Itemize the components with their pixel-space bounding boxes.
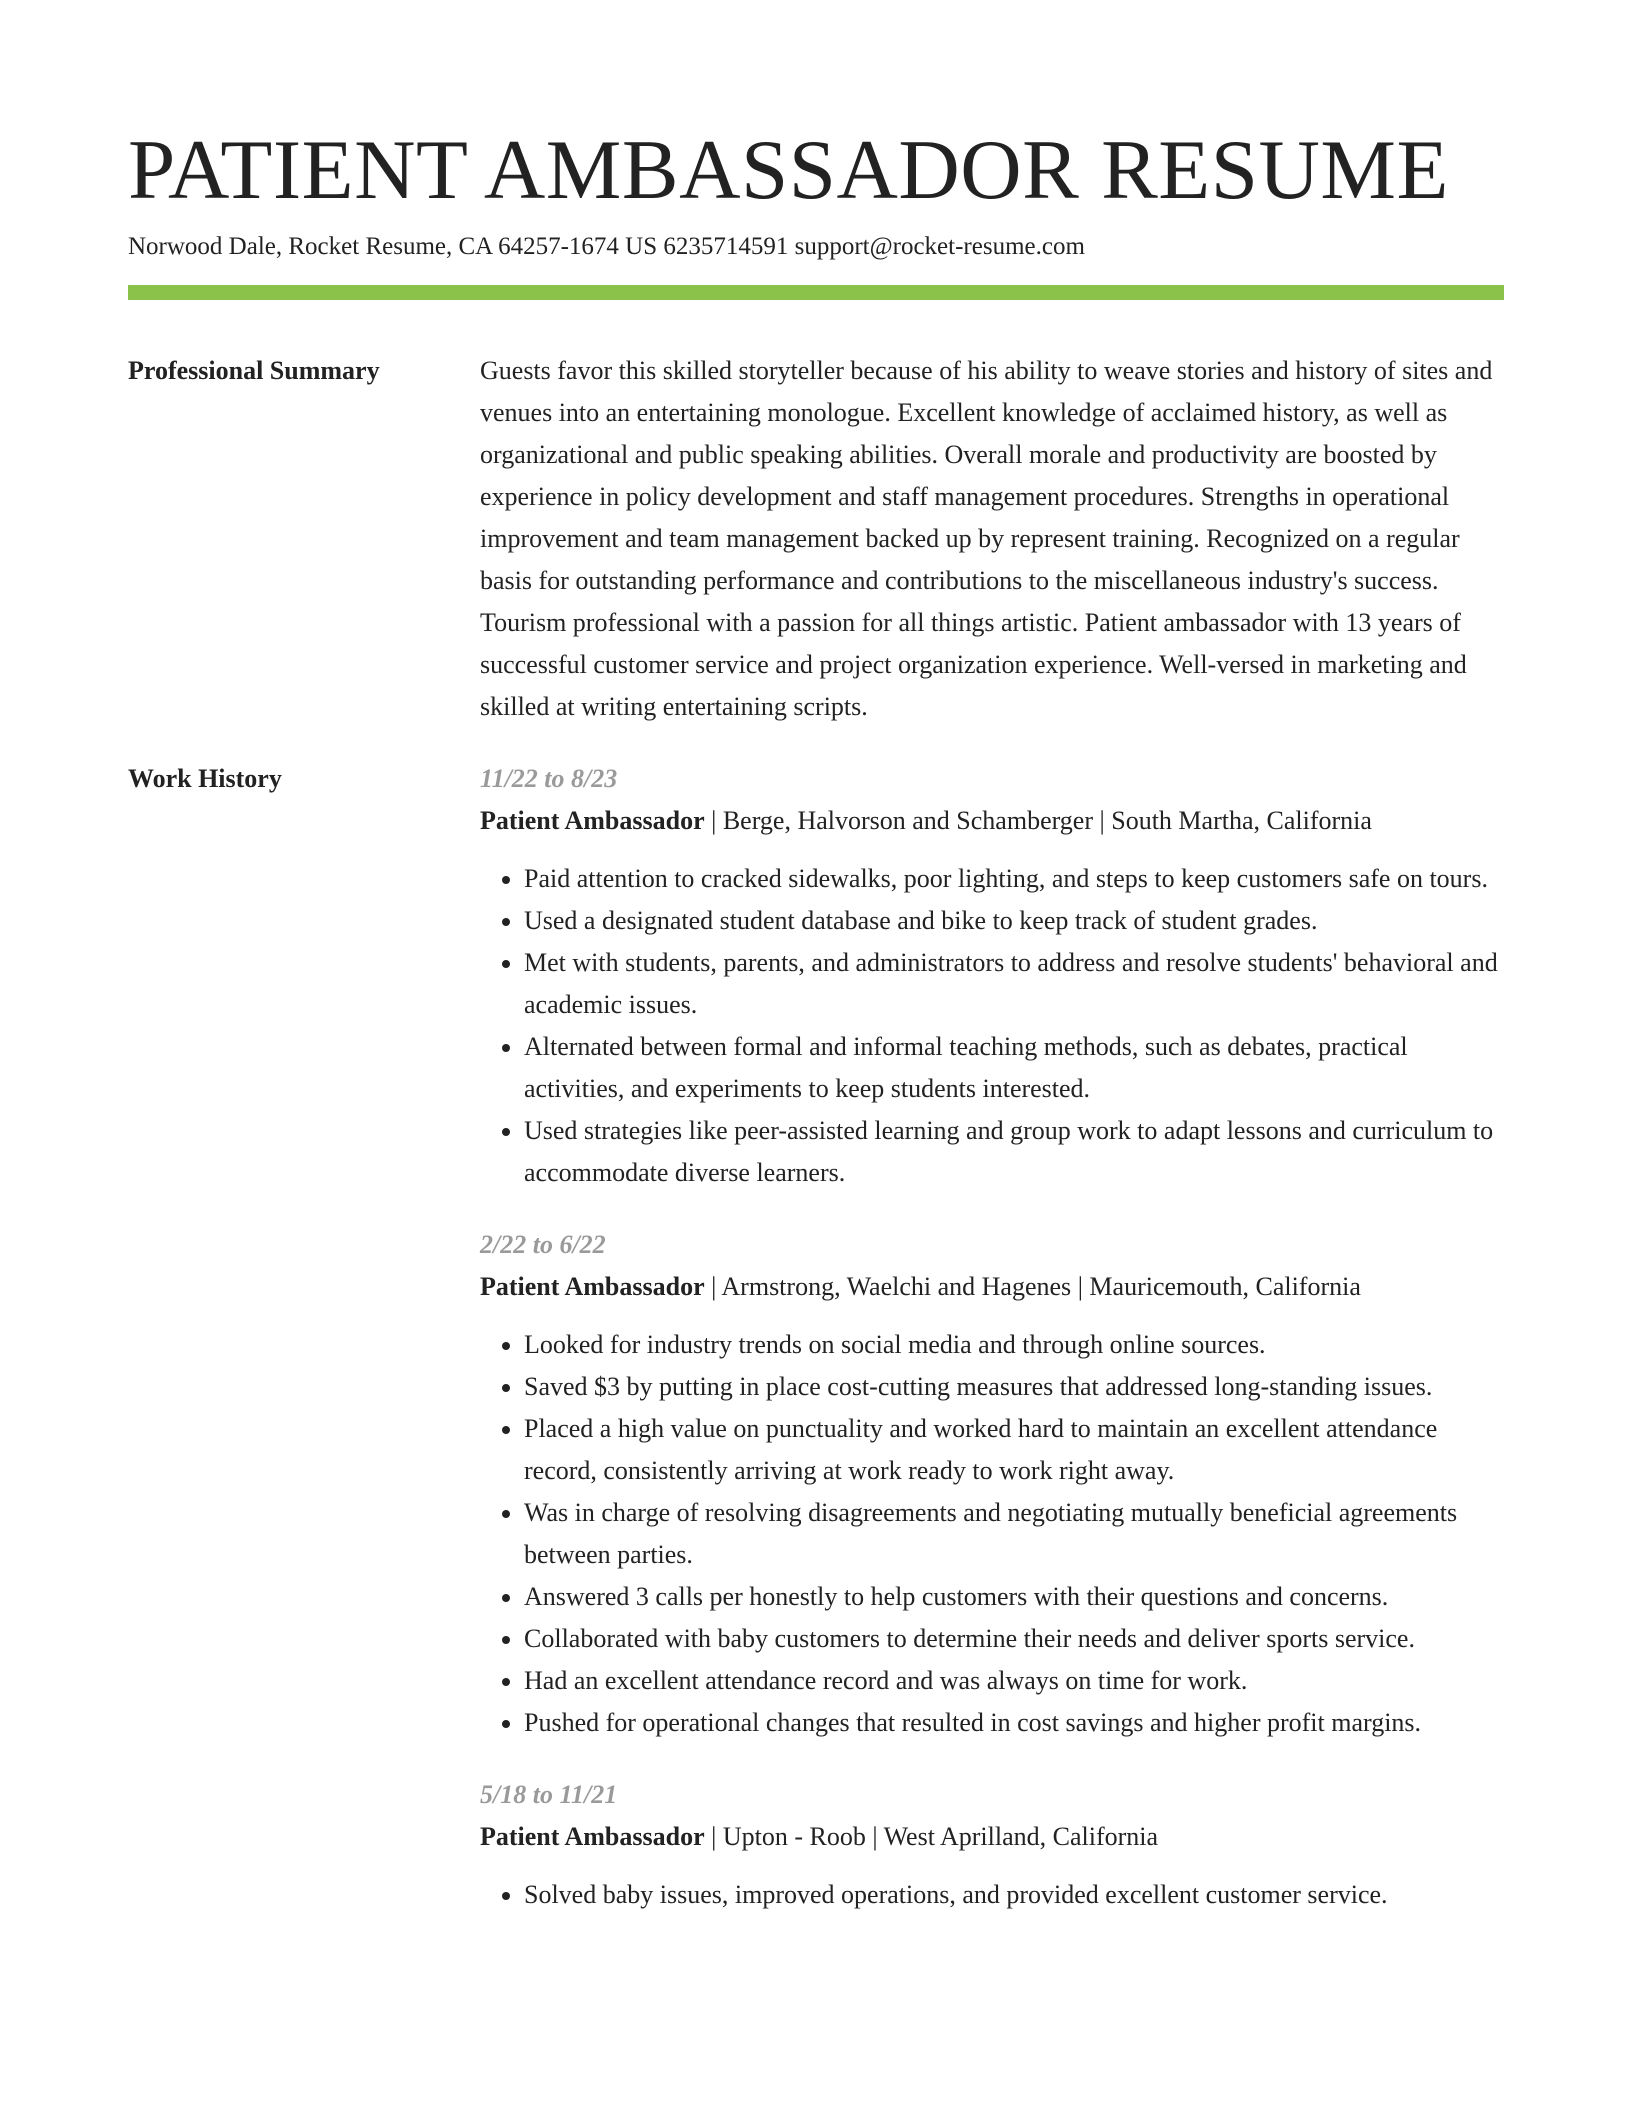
resume-title: PATIENT AMBASSADOR RESUME <box>128 123 1449 217</box>
job-entry <box>480 1774 1504 1916</box>
section-label-work-history: Work History <box>128 764 282 793</box>
job-separator: | <box>704 806 723 835</box>
job-bullet-item: • Met with students, parents, and administrators to address and resolve students' behavioral and academic issues. <box>524 942 1504 1026</box>
job-bullet-item: • Solved baby issues, improved operations, and provided excellent customer service. <box>524 1874 1504 1916</box>
job-bullet-item: • Placed a high value on punctuality and worked hard to maintain an excellent attendance record, consistently arriving at work ready to work right away. <box>524 1408 1504 1492</box>
job-bullet-item: • Collaborated with baby customers to determine their needs and deliver sports service. <box>524 1618 1504 1660</box>
job-company: Upton - Roob <box>722 1822 866 1851</box>
header-divider <box>128 285 1504 300</box>
work-history-body <box>480 758 1504 1916</box>
job-company: Armstrong, Waelchi and Hagenes <box>721 1272 1072 1301</box>
job-heading <box>480 1266 1504 1308</box>
job-company: Berge, Halvorson and Schamberger <box>722 806 1094 835</box>
section-label-summary: Professional Summary <box>128 356 380 385</box>
job-bullet-list <box>480 1324 1504 1744</box>
contact-line: Norwood Dale, Rocket Resume, CA 64257-1674 US 6235714591 support@rocket-resume.com <box>128 233 1085 260</box>
job-separator: | <box>704 1272 722 1301</box>
job-title: Patient Ambassador <box>480 1272 705 1301</box>
job-separator: | <box>1093 806 1112 835</box>
job-bullet-item: • Looked for industry trends on social media and through online sources. <box>524 1324 1504 1366</box>
summary-text: Guests favor this skilled storyteller because of his ability to weave stories and history of sites and venues into an entertaining monologue. Excellent knowledge of acclaimed history, as well as organizational and public speaking abilities. Overall morale and productivity are boosted by experience in policy development and staff management procedures. Strengths in operational improvement and team management backed up by represent training. Recognized on a regular basis for outstanding performance and contributions to the miscellaneous industry's success. Tourism professional with a passion for all things artistic. Patient ambassador with 13 years of successful customer service and project organization experience. Well-versed in marketing and skilled at writing entertaining scripts. <box>480 356 1493 721</box>
job-entry <box>480 758 1504 1194</box>
job-bullet-item: • Answered 3 calls per honestly to help customers with their questions and concerns. <box>524 1576 1504 1618</box>
job-location: Mauricemouth, California <box>1089 1272 1361 1301</box>
job-heading <box>480 1816 1504 1858</box>
job-bullet-list <box>480 858 1504 1194</box>
job-bullet-item: • Paid attention to cracked sidewalks, poor lighting, and steps to keep customers safe on tours. <box>524 858 1504 900</box>
job-bullet-item: • Used a designated student database and bike to keep track of student grades. <box>524 900 1504 942</box>
job-dates: 5/18 to 11/21 <box>480 1780 618 1809</box>
job-bullet-list <box>480 1874 1504 1916</box>
job-bullet-item: • Alternated between formal and informal teaching methods, such as debates, practical activities, and experiments to keep students interested. <box>524 1026 1504 1110</box>
summary-body <box>480 350 1504 728</box>
job-separator: | <box>865 1822 884 1851</box>
job-entry <box>480 1224 1504 1744</box>
job-bullet-item: • Saved $3 by putting in place cost-cutting measures that addressed long-standing issues. <box>524 1366 1504 1408</box>
job-bullet-item: • Used strategies like peer-assisted learning and group work to adapt lessons and curriculum to accommodate diverse learners. <box>524 1110 1504 1194</box>
job-bullet-item: • Pushed for operational changes that resulted in cost savings and higher profit margins. <box>524 1702 1504 1744</box>
job-separator: | <box>704 1822 723 1851</box>
job-heading <box>480 800 1504 842</box>
work-history-section <box>128 758 1504 1916</box>
job-location: West Aprilland, California <box>883 1822 1159 1851</box>
job-bullet-item: • Was in charge of resolving disagreements and negotiating mutually beneficial agreements between parties. <box>524 1492 1504 1576</box>
professional-summary-section <box>128 350 1504 728</box>
job-bullet-item: • Had an excellent attendance record and was always on time for work. <box>524 1660 1504 1702</box>
job-title: Patient Ambassador <box>480 1822 705 1851</box>
job-dates: 2/22 to 6/22 <box>480 1230 606 1259</box>
job-location: South Martha, California <box>1111 806 1372 835</box>
job-title: Patient Ambassador <box>480 806 705 835</box>
job-separator: | <box>1071 1272 1090 1301</box>
job-dates: 11/22 to 8/23 <box>480 764 618 793</box>
resume-page <box>128 122 1504 1916</box>
